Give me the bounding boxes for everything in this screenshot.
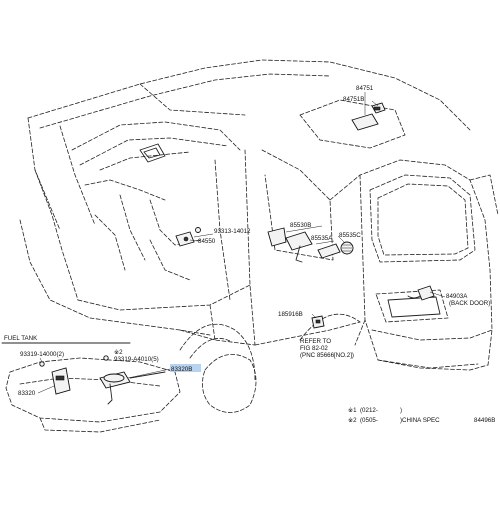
footnotes: [348, 407, 495, 424]
footnote-2-close: )CHINA SPEC: [400, 417, 440, 424]
footnote-1-mark: ※1: [348, 407, 357, 414]
callout-93319-14000[interactable]: [20, 351, 64, 358]
callout-84751[interactable]: [356, 85, 374, 92]
label-84550: 84550: [198, 238, 216, 245]
callout-85535a[interactable]: [311, 235, 333, 242]
callout-84751b[interactable]: [343, 96, 364, 103]
label-85530b: 85530B: [290, 222, 312, 229]
label-83320: 83320: [18, 390, 36, 397]
callout-84903a[interactable]: [446, 293, 490, 307]
callout-185916b[interactable]: [278, 311, 303, 318]
part-84751-graphic: [352, 103, 385, 130]
figure-code: 84496B: [474, 417, 496, 424]
label-84751b: 84751B: [343, 96, 365, 103]
vehicle-body-outline: [20, 60, 498, 413]
label-93319-a4010: 93319-A4010(5): [114, 356, 159, 363]
footnote-2-mark: ※2: [348, 417, 357, 424]
part-185916b-graphic: [312, 316, 324, 328]
label-84903a: 84903A: [446, 293, 468, 300]
footnote-1-text: (0212-: [360, 407, 378, 414]
footnote-2-text: (0505-: [360, 417, 378, 424]
label-84751: 84751: [356, 85, 374, 92]
refer-note-line-1: REFER TO: [300, 338, 332, 345]
fuel-tank-inset: [2, 335, 180, 432]
part-84903a-graphic: [408, 286, 434, 300]
callout-84550[interactable]: [198, 238, 216, 245]
callout-85530b[interactable]: [290, 222, 311, 229]
label-star2: ※2: [114, 349, 123, 356]
callout-85535c[interactable]: [339, 232, 361, 239]
callout-93319-a4010[interactable]: [114, 356, 159, 363]
refer-note-line-3: (PNC 85666[NO.2]): [300, 352, 354, 359]
callout-93313-14012[interactable]: [214, 228, 251, 235]
refer-note: [300, 338, 354, 359]
leader-lines: [38, 92, 445, 393]
label-93319-14000: 93319-14000(2): [20, 351, 65, 358]
label-84903a-note: (BACK DOOR): [449, 300, 491, 307]
callout-83320b[interactable]: [170, 364, 201, 373]
label-93313-14012: 93313-14012: [214, 228, 251, 235]
label-85535a: 85535A: [311, 235, 333, 242]
footnote-1-close: ): [400, 407, 403, 414]
callout-star2[interactable]: [114, 349, 123, 356]
fuel-tank-label: FUEL TANK: [4, 335, 38, 342]
refer-note-line-2: FIG 82-02: [300, 345, 328, 352]
label-83320b: 83320B: [171, 366, 193, 373]
callout-83320[interactable]: [18, 390, 36, 397]
label-185916b: 185916B: [278, 311, 303, 318]
label-85535c: 85535C: [339, 232, 361, 239]
